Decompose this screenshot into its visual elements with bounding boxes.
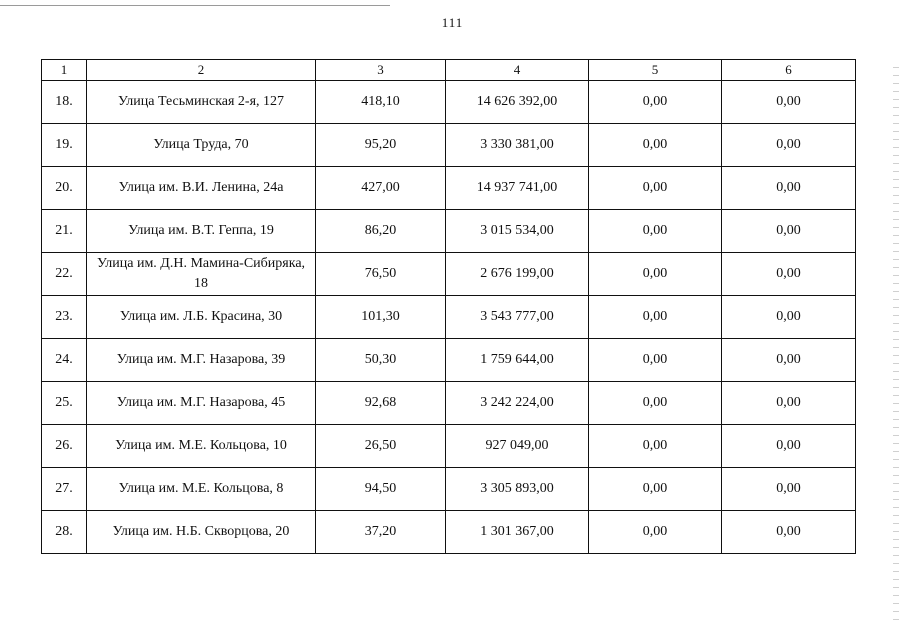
column-6-cell: 0,00 <box>722 339 856 382</box>
row-number: 23. <box>42 296 87 339</box>
column-header: 3 <box>316 60 446 81</box>
column-5-cell: 0,00 <box>589 511 722 554</box>
row-number: 25. <box>42 382 87 425</box>
area-cell: 26,50 <box>316 425 446 468</box>
value-cell: 14 937 741,00 <box>446 167 589 210</box>
address-cell: Улица им. Д.Н. Мамина-Сибиряка, 18 <box>87 253 316 296</box>
area-cell: 50,30 <box>316 339 446 382</box>
value-cell: 927 049,00 <box>446 425 589 468</box>
table-row <box>42 124 856 167</box>
table-row <box>42 382 856 425</box>
area-cell: 37,20 <box>316 511 446 554</box>
value-cell: 2 676 199,00 <box>446 253 589 296</box>
address-cell: Улица им. В.И. Ленина, 24а <box>87 167 316 210</box>
area-cell: 94,50 <box>316 468 446 511</box>
value-cell: 1 301 367,00 <box>446 511 589 554</box>
area-cell: 418,10 <box>316 81 446 124</box>
row-number: 20. <box>42 167 87 210</box>
column-5-cell: 0,00 <box>589 468 722 511</box>
value-cell: 14 626 392,00 <box>446 81 589 124</box>
column-header: 1 <box>42 60 87 81</box>
address-cell: Улица им. Л.Б. Красина, 30 <box>87 296 316 339</box>
table-row <box>42 167 856 210</box>
column-5-cell: 0,00 <box>589 124 722 167</box>
table-row <box>42 210 856 253</box>
address-cell: Улица Труда, 70 <box>87 124 316 167</box>
column-5-cell: 0,00 <box>589 167 722 210</box>
data-table <box>41 59 856 554</box>
column-5-cell: 0,00 <box>589 253 722 296</box>
top-rule <box>0 5 390 6</box>
column-6-cell: 0,00 <box>722 81 856 124</box>
column-6-cell: 0,00 <box>722 468 856 511</box>
area-cell: 95,20 <box>316 124 446 167</box>
row-number: 27. <box>42 468 87 511</box>
address-cell: Улица Тесьминская 2-я, 127 <box>87 81 316 124</box>
value-cell: 3 015 534,00 <box>446 210 589 253</box>
value-cell: 3 305 893,00 <box>446 468 589 511</box>
row-number: 22. <box>42 253 87 296</box>
address-cell: Улица им. В.Т. Геппа, 19 <box>87 210 316 253</box>
row-number: 28. <box>42 511 87 554</box>
column-6-cell: 0,00 <box>722 425 856 468</box>
column-6-cell: 0,00 <box>722 511 856 554</box>
table-row <box>42 511 856 554</box>
area-cell: 86,20 <box>316 210 446 253</box>
table-row <box>42 296 856 339</box>
column-header: 5 <box>589 60 722 81</box>
table-header-row <box>42 60 856 81</box>
row-number: 19. <box>42 124 87 167</box>
address-cell: Улица им. М.Г. Назарова, 45 <box>87 382 316 425</box>
table-row <box>42 253 856 296</box>
column-5-cell: 0,00 <box>589 425 722 468</box>
value-cell: 3 330 381,00 <box>446 124 589 167</box>
row-number: 26. <box>42 425 87 468</box>
column-6-cell: 0,00 <box>722 382 856 425</box>
address-cell: Улица им. М.Г. Назарова, 39 <box>87 339 316 382</box>
row-number: 18. <box>42 81 87 124</box>
column-5-cell: 0,00 <box>589 339 722 382</box>
table-row <box>42 468 856 511</box>
address-cell: Улица им. М.Е. Кольцова, 8 <box>87 468 316 511</box>
column-6-cell: 0,00 <box>722 167 856 210</box>
area-cell: 76,50 <box>316 253 446 296</box>
address-cell: Улица им. Н.Б. Скворцова, 20 <box>87 511 316 554</box>
area-cell: 92,68 <box>316 382 446 425</box>
table-row <box>42 339 856 382</box>
column-5-cell: 0,00 <box>589 81 722 124</box>
column-6-cell: 0,00 <box>722 296 856 339</box>
column-header: 6 <box>722 60 856 81</box>
column-header: 4 <box>446 60 589 81</box>
column-5-cell: 0,00 <box>589 210 722 253</box>
table-row <box>42 81 856 124</box>
page-number: 111 <box>441 15 464 30</box>
table-row <box>42 425 856 468</box>
column-header: 2 <box>87 60 316 81</box>
column-6-cell: 0,00 <box>722 124 856 167</box>
value-cell: 3 242 224,00 <box>446 382 589 425</box>
area-cell: 101,30 <box>316 296 446 339</box>
value-cell: 3 543 777,00 <box>446 296 589 339</box>
address-cell: Улица им. М.Е. Кольцова, 10 <box>87 425 316 468</box>
column-5-cell: 0,00 <box>589 382 722 425</box>
column-6-cell: 0,00 <box>722 210 856 253</box>
column-6-cell: 0,00 <box>722 253 856 296</box>
column-5-cell: 0,00 <box>589 296 722 339</box>
scan-edge-noise <box>893 60 899 620</box>
row-number: 24. <box>42 339 87 382</box>
value-cell: 1 759 644,00 <box>446 339 589 382</box>
row-number: 21. <box>42 210 87 253</box>
area-cell: 427,00 <box>316 167 446 210</box>
